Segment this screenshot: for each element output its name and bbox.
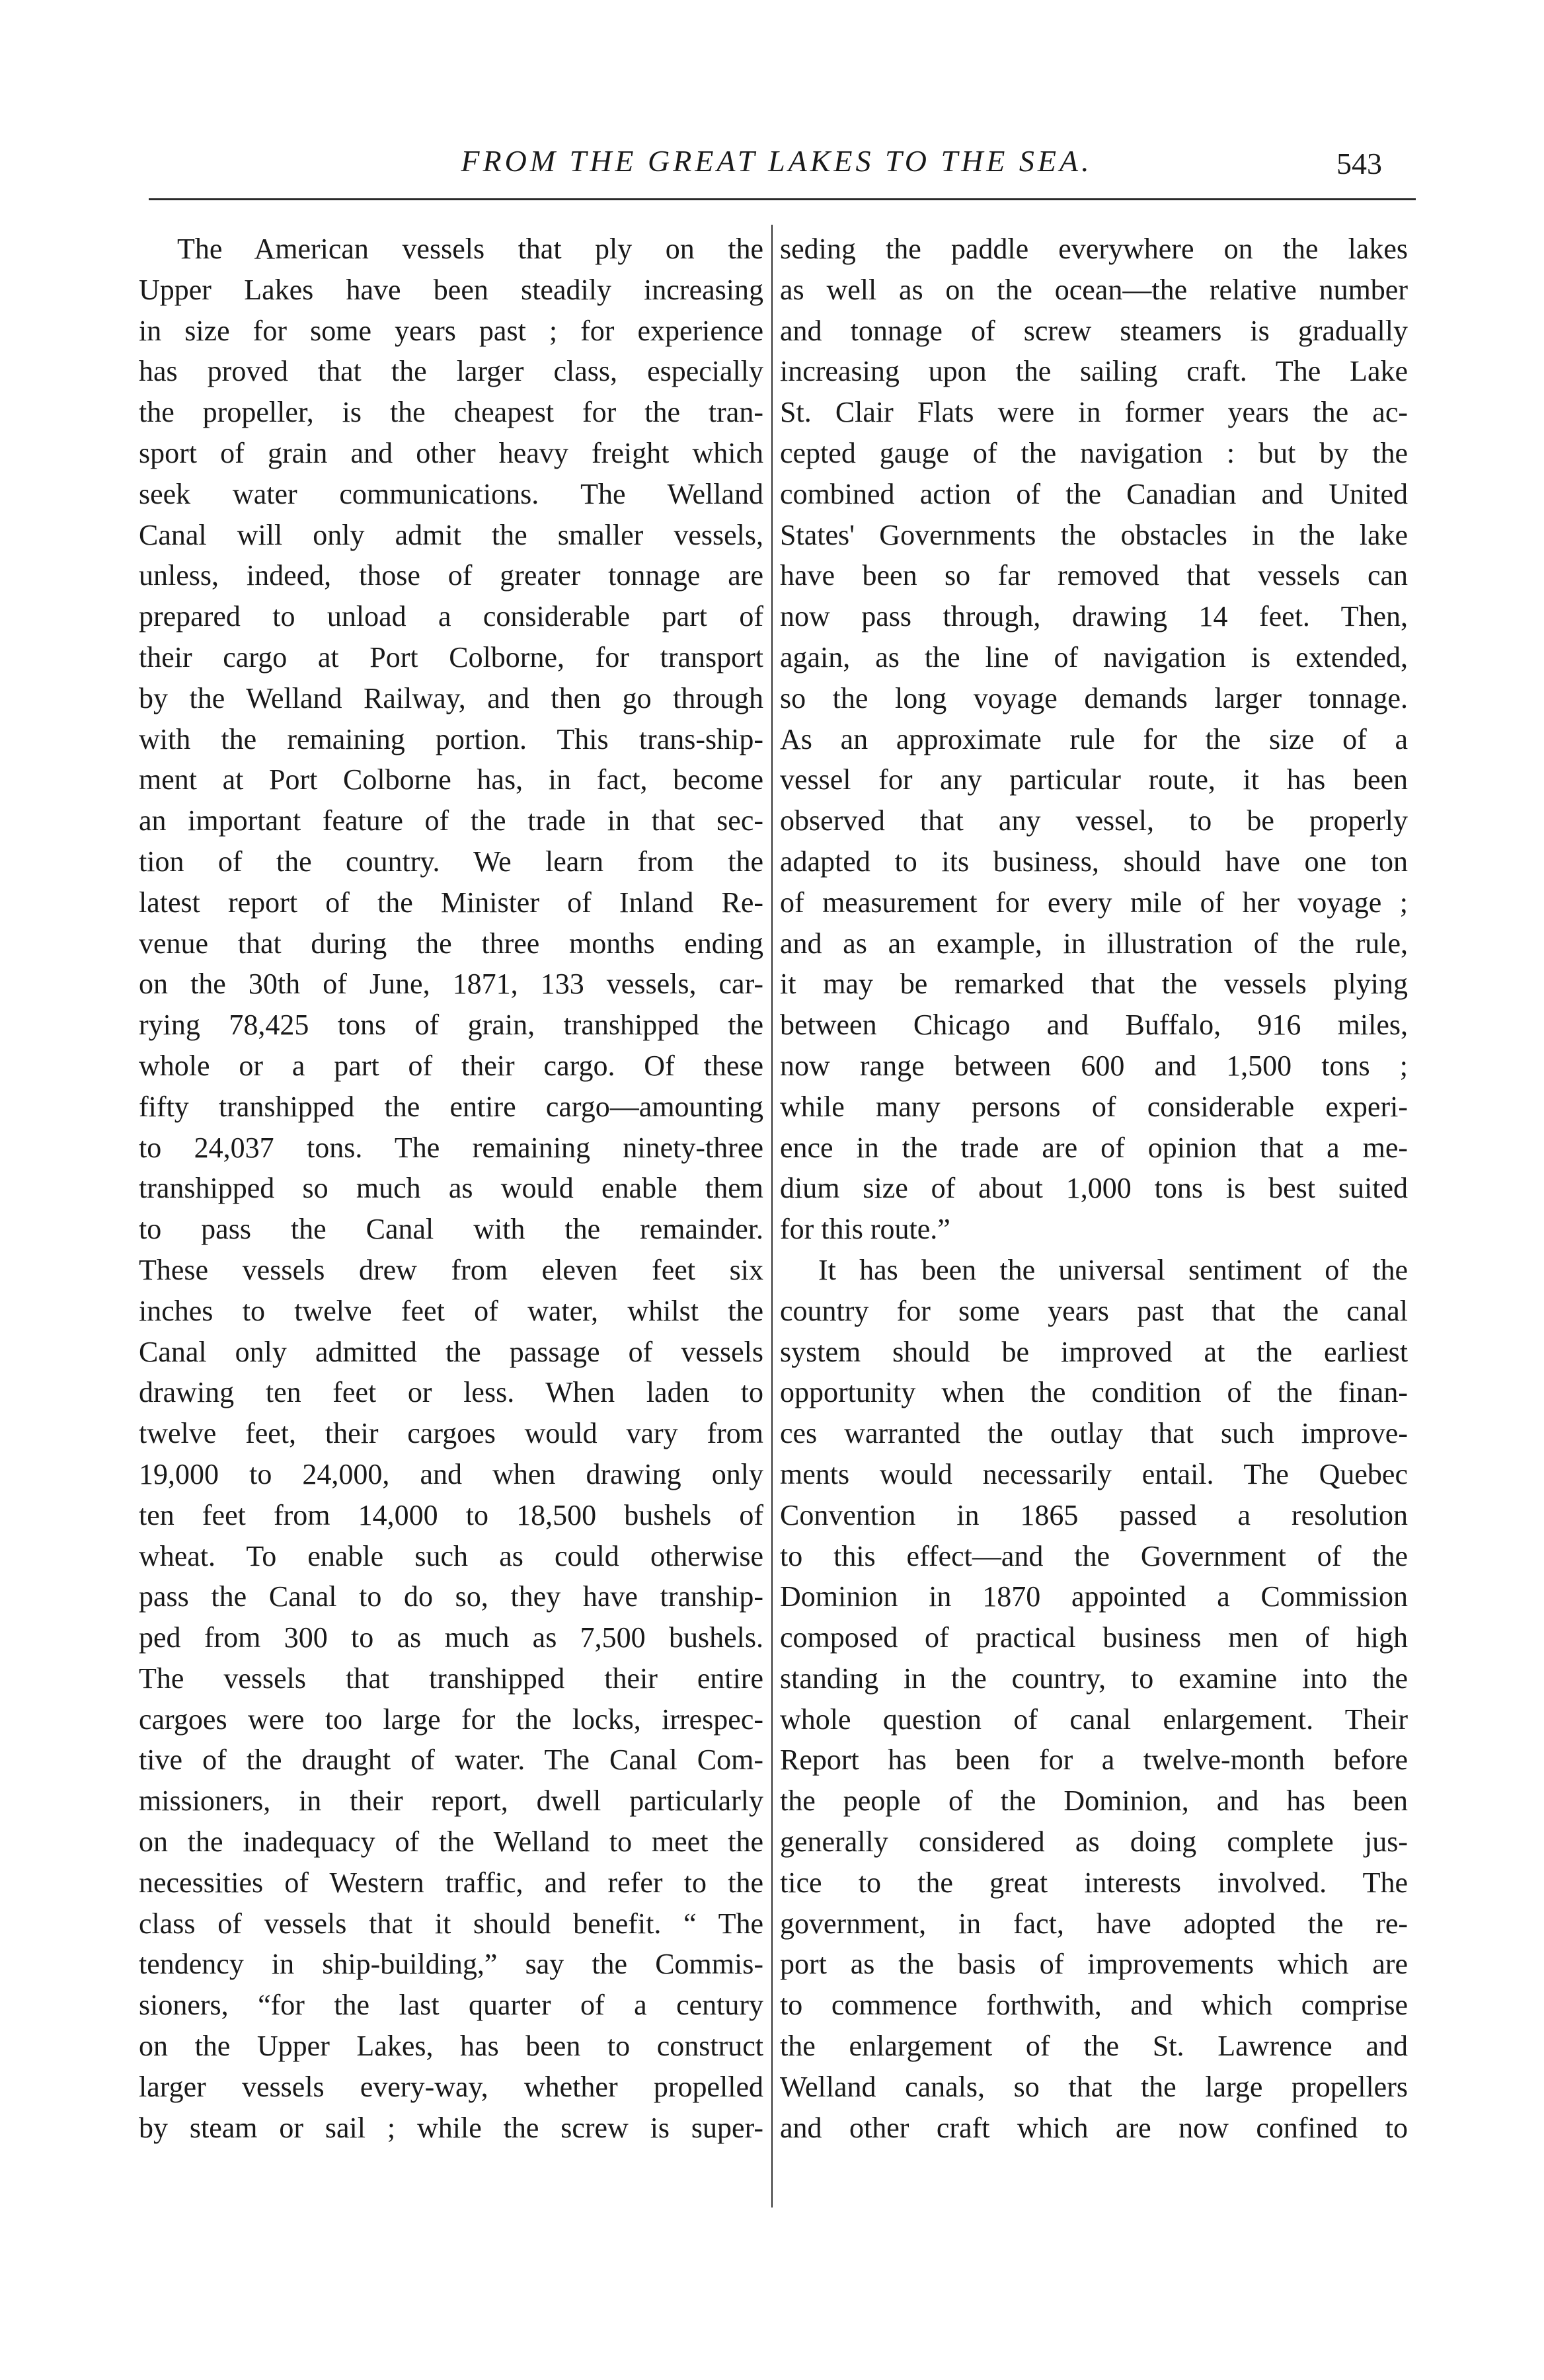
text-line: ments would necessarily entail. The Quebec [780, 1457, 1408, 1490]
column-divider [771, 225, 773, 2207]
text-line: Canal only admitted the passage of vessels [139, 1335, 763, 1368]
running-head-title: FROM THE GREAT LAKES TO THE SEA. [461, 144, 1093, 178]
text-line: for this route.” [780, 1213, 950, 1246]
text-line: tive of the draught of water. The Canal Com- [139, 1744, 763, 1777]
text-line: cargoes were too large for the locks, irrespec- [139, 1703, 763, 1736]
text-line: port as the basis of improvements which are [780, 1948, 1408, 1981]
text-line: Upper Lakes have been steadily increasing [139, 273, 763, 306]
text-line: in size for some years past ; for experience [139, 314, 763, 347]
text-line: on the inadequacy of the Welland to meet the [139, 1825, 763, 1859]
text-line: It has been the universal sentiment of the [818, 1253, 1408, 1286]
text-line: increasing upon the sailing craft. The Lake [780, 355, 1408, 388]
text-line: to 24,037 tons. The remaining ninety-three [139, 1131, 763, 1164]
text-line: as well as on the ocean—the relative number [780, 273, 1408, 306]
text-line: by the Welland Railway, and then go through [139, 681, 763, 714]
text-line: their cargo at Port Colborne, for transport [139, 640, 763, 673]
text-line: sioners, “for the last quarter of a century [139, 1989, 763, 2022]
text-line: government, in fact, have adopted the re- [780, 1907, 1408, 1940]
text-line: of measurement for every mile of her voyage ; [780, 886, 1408, 919]
text-line: cepted gauge of the navigation : but by the [780, 436, 1408, 469]
text-line: prepared to unload a considerable part of [139, 600, 763, 633]
text-line: necessities of Western traffic, and refer to the [139, 1866, 763, 1899]
text-line: on the Upper Lakes, has been to construct [139, 2030, 763, 2063]
text-line: to commence forthwith, and which comprise [780, 1989, 1408, 2022]
text-line: have been so far removed that vessels can [780, 559, 1408, 592]
left-text-column [139, 229, 763, 2148]
text-line: while many persons of considerable experi- [780, 1090, 1408, 1123]
text-line: ment at Port Colborne has, in fact, become [139, 763, 763, 796]
text-line: opportunity when the condition of the finan- [780, 1376, 1408, 1409]
text-line: ence in the trade are of opinion that a me- [780, 1131, 1408, 1164]
text-line: whole question of canal enlargement. Their [780, 1703, 1408, 1736]
text-line: and as an example, in illustration of the rule, [780, 927, 1408, 960]
text-line: The American vessels that ply on the [177, 233, 763, 265]
text-line: St. Clair Flats were in former years the ac- [780, 396, 1408, 429]
text-line: now pass through, drawing 14 feet. Then, [780, 600, 1408, 633]
text-line: the enlargement of the St. Lawrence and [780, 2030, 1408, 2063]
text-line: pass the Canal to do so, they have tranship- [139, 1580, 763, 1613]
text-line: rying 78,425 tons of grain, transhipped the [139, 1009, 763, 1042]
text-line: Welland canals, so that the large propellers [780, 2070, 1408, 2103]
text-line: ten feet from 14,000 to 18,500 bushels of [139, 1498, 763, 1531]
text-line: composed of practical business men of high [780, 1621, 1408, 1654]
text-line: Canal will only admit the smaller vessels, [139, 518, 763, 551]
header-rule [149, 198, 1416, 200]
text-line: tendency in ship-building,” say the Commis- [139, 1948, 763, 1981]
text-line: has proved that the larger class, especially [139, 355, 763, 388]
text-line: now range between 600 and 1,500 tons ; [780, 1049, 1408, 1082]
text-line: drawing ten feet or less. When laden to [139, 1376, 763, 1409]
text-line: and other craft which are now confined to [780, 2111, 1408, 2144]
text-line: generally considered as doing complete jus- [780, 1825, 1408, 1859]
text-line: again, as the line of navigation is extended, [780, 640, 1408, 673]
text-line: fifty transhipped the entire cargo—amounting [139, 1090, 763, 1123]
text-line: so the long voyage demands larger tonnage. [780, 681, 1408, 714]
text-line: vessel for any particular route, it has been [780, 763, 1408, 796]
text-line: class of vessels that it should benefit. “ The [139, 1907, 763, 1940]
text-line: ces warranted the outlay that such improve- [780, 1417, 1408, 1450]
text-line: Convention in 1865 passed a resolution [780, 1498, 1408, 1531]
text-line: inches to twelve feet of water, whilst the [139, 1294, 763, 1327]
text-line: with the remaining portion. This trans-ship- [139, 722, 763, 755]
text-line: standing in the country, to examine into the [780, 1662, 1408, 1695]
text-line: tice to the great interests involved. The [780, 1866, 1408, 1899]
right-text-column [780, 229, 1408, 2148]
text-line: seek water communications. The Welland [139, 477, 763, 510]
text-line: the propeller, is the cheapest for the tran- [139, 396, 763, 429]
text-line: States' Governments the obstacles in the lake [780, 518, 1408, 551]
text-line: Report has been for a twelve-month before [780, 1744, 1408, 1777]
text-line: dium size of about 1,000 tons is best suited [780, 1172, 1408, 1205]
text-line: twelve feet, their cargoes would vary from [139, 1417, 763, 1450]
text-line: missioners, in their report, dwell particularly [139, 1785, 763, 1818]
text-line: tion of the country. We learn from the [139, 845, 763, 878]
text-line: an important feature of the trade in that sec- [139, 804, 763, 837]
text-line: seding the paddle everywhere on the lakes [780, 233, 1408, 265]
text-line: sport of grain and other heavy freight which [139, 436, 763, 469]
text-line: and tonnage of screw steamers is gradually [780, 314, 1408, 347]
page-number: 543 [1336, 147, 1382, 180]
text-line: by steam or sail ; while the screw is super- [139, 2111, 763, 2144]
text-line: to this effect—and the Government of the [780, 1539, 1408, 1572]
text-line: latest report of the Minister of Inland Re- [139, 886, 763, 919]
text-line: between Chicago and Buffalo, 916 miles, [780, 1009, 1408, 1042]
text-line: transhipped so much as would enable them [139, 1172, 763, 1205]
text-line: 19,000 to 24,000, and when drawing only [139, 1457, 763, 1490]
text-line: system should be improved at the earliest [780, 1335, 1408, 1368]
text-line: whole or a part of their cargo. Of these [139, 1049, 763, 1082]
text-line: adapted to its business, should have one ton [780, 845, 1408, 878]
text-line: wheat. To enable such as could otherwise [139, 1539, 763, 1572]
text-line: it may be remarked that the vessels plying [780, 968, 1408, 1001]
text-line: ped from 300 to as much as 7,500 bushels. [139, 1621, 763, 1654]
text-line: The vessels that transhipped their entire [139, 1662, 763, 1695]
text-line: combined action of the Canadian and United [780, 477, 1408, 510]
text-line: larger vessels every-way, whether propelled [139, 2070, 763, 2103]
text-line: country for some years past that the canal [780, 1294, 1408, 1327]
text-line: observed that any vessel, to be properly [780, 804, 1408, 837]
text-line: As an approximate rule for the size of a [780, 722, 1408, 755]
text-line: unless, indeed, those of greater tonnage are [139, 559, 763, 592]
text-line: on the 30th of June, 1871, 133 vessels, car- [139, 968, 763, 1001]
text-line: Dominion in 1870 appointed a Commission [780, 1580, 1408, 1613]
text-line: the people of the Dominion, and has been [780, 1785, 1408, 1818]
text-line: These vessels drew from eleven feet six [139, 1253, 763, 1286]
text-line: venue that during the three months ending [139, 927, 763, 960]
text-line: to pass the Canal with the remainder. [139, 1213, 763, 1246]
